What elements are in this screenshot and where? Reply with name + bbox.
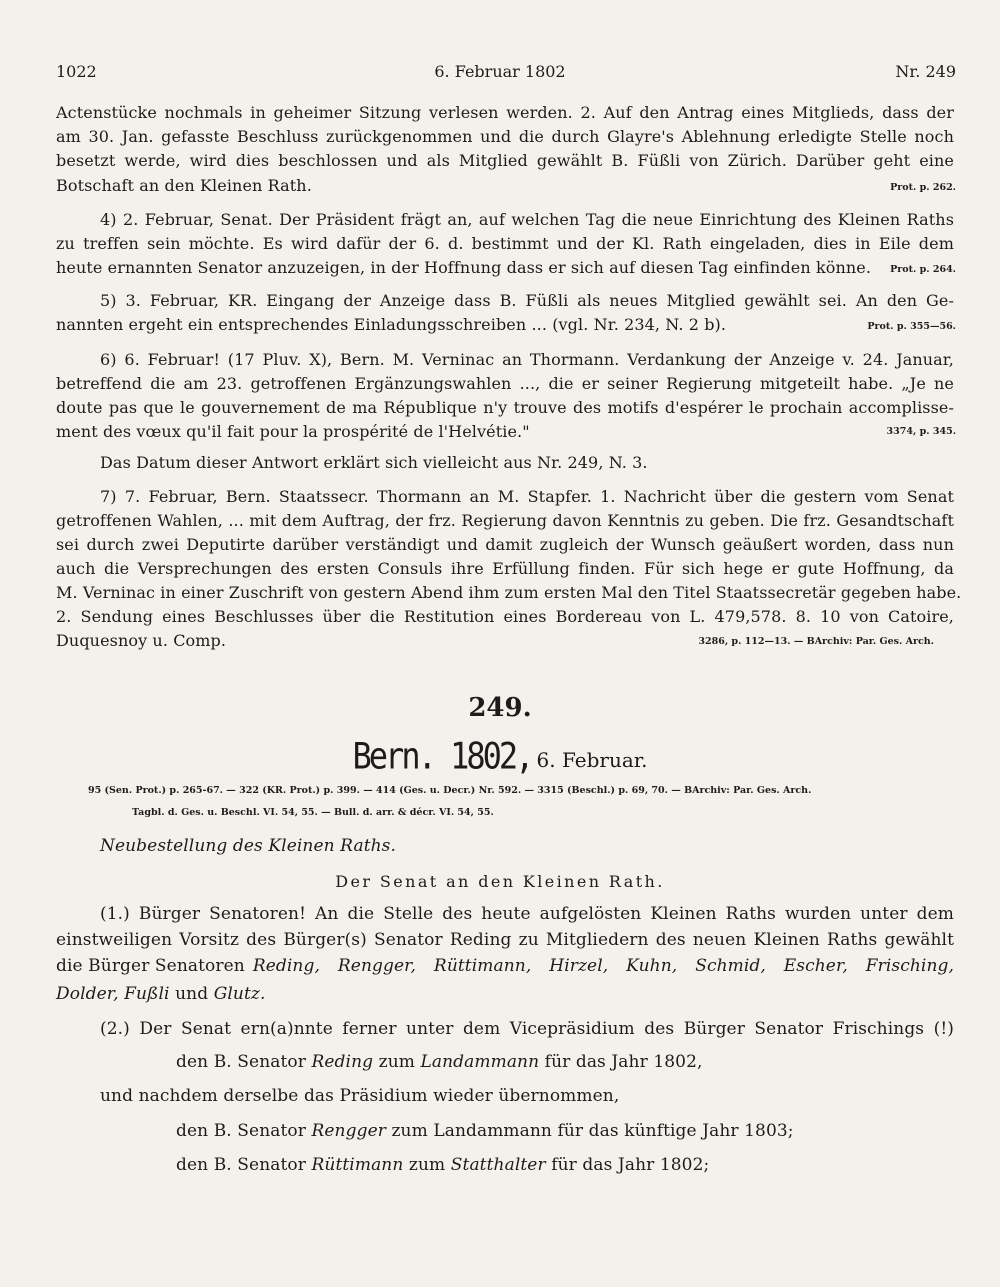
sources-line: Tagbl. d. Ges. u. Beschl. VI. 54, 55. — Bull. d. arr. & décr. VI. 54, 55.: [132, 807, 494, 818]
text-line: Das Datum dieser Antwort erklärt sich vielleicht aus Nr. 249, N. 3.: [100, 453, 648, 472]
text-line: ment des vœux qu'il fait pour la prospérité de l'Helvétie.": [56, 422, 530, 441]
document-title-date: 6. Februar.: [536, 748, 648, 772]
running-head-nr: Nr. 249: [895, 62, 956, 81]
text-line: (1.) Bürger Senatoren! An die Stelle des heute aufgelösten Kleinen Raths wurden unter dem: [100, 904, 954, 924]
text-line: doute pas que le gouvernement de ma République n'y trouve des motifs d'espérer le prochain accomplisse-: [56, 398, 954, 417]
text-line: heute ernannten Senator anzuzeigen, in der Hoffnung dass er sich auf diesen Tag einfinden könne.: [56, 258, 872, 277]
text-fragment: und: [175, 984, 209, 1004]
text-line: besetzt werde, wird dies beschlossen und als Mitglied gewählt B. Füßli von Zürich. Darüber geht eine: [56, 151, 954, 170]
text-line: 7) 7. Februar, Bern. Staatssecr. Thormann an M. Stapfer. 1. Nachricht über die gestern vom Senat: [100, 487, 954, 506]
person-name: Rengger: [311, 1121, 386, 1141]
text-line: einstweiligen Vorsitz des Bürger(s) Senator Reding zu Mitgliedern des neuen Kleinen Raths gewählt: [56, 930, 954, 950]
source-reference: Prot. p. 355—56.: [867, 321, 956, 332]
text-fragment: zum: [408, 1155, 446, 1175]
text-fragment: den B. Senator: [176, 1121, 306, 1141]
text-line: auch die Versprechungen des ersten Consuls ihre Erfüllung finden. Für sich hege er gute Hoffnung, da: [56, 559, 954, 578]
text-line: M. Verninac in einer Zuschrift von gestern Abend ihm zum ersten Mal den Titel Staatssecretär gegeben habe.: [56, 583, 962, 602]
source-reference: 3374, p. 345.: [886, 426, 956, 437]
text-line: betreffend die am 23. getroffenen Ergänzungswahlen ..., die er seiner Regierung mitgeteilt habe. „Je ne: [56, 374, 954, 393]
text-fragment: zum Landammann für das künftige Jahr 1803;: [391, 1121, 794, 1141]
text-line: [56, 955, 954, 977]
text-line: 2. Sendung eines Beschlusses über die Restitution eines Bordereau von L. 479,578. 8. 10 von Catoire,: [56, 607, 954, 626]
text-line: und nachdem derselbe das Präsidium wieder übernommen,: [100, 1086, 620, 1106]
text-line: zu treffen sein möchte. Es wird dafür der 6. d. bestimmt und der Kl. Rath eingeladen, dies in Eile dem: [56, 234, 954, 253]
office-title: Landammann: [420, 1052, 540, 1072]
text-line: (2.) Der Senat ern(a)nnte ferner unter dem Vicepräsidium des Bürger Senator Frischings (!): [100, 1019, 954, 1039]
text-fragment: für das Jahr 1802,: [544, 1052, 703, 1072]
document-number: 249.: [468, 693, 532, 723]
text-line: 6) 6. Februar! (17 Pluv. X), Bern. M. Verninac an Thormann. Verdankung der Anzeige v. 24. Januar,: [100, 350, 954, 369]
text-fragment: den B. Senator: [176, 1155, 306, 1175]
text-fragment: die Bürger Senatoren: [56, 956, 245, 976]
text-line: [176, 1154, 709, 1176]
source-reference: 3286, p. 112—13. — BArchiv: Par. Ges. Arch.: [698, 636, 934, 647]
document-title: [0, 736, 1000, 782]
senator-names: Glutz.: [213, 984, 266, 1004]
office-title: Statthalter: [450, 1155, 546, 1175]
text-line: Duquesnoy u. Comp.: [56, 631, 227, 650]
sources-line: 95 (Sen. Prot.) p. 265-67. — 322 (KR. Prot.) p. 399. — 414 (Ges. u. Decr.) Nr. 592. — 3315 (Beschl.) p. 69, 70. — BArchiv: Par. Ges. Arch.: [88, 785, 812, 796]
text-fragment: den B. Senator: [176, 1052, 306, 1072]
text-line: sei durch zwei Deputirte darüber verständigt und damit zugleich der Wunsch geäußert worden, dass nun: [56, 535, 954, 554]
document-subject: Neubestellung des Kleinen Raths.: [100, 836, 397, 856]
source-reference: Prot. p. 264.: [890, 264, 956, 275]
text-line: [176, 1120, 794, 1142]
text-fragment: für das Jahr 1802;: [551, 1155, 710, 1175]
text-line: 5) 3. Februar, KR. Eingang der Anzeige dass B. Füßli als neues Mitglied gewählt sei. An den Ge-: [100, 291, 954, 310]
text-line: Actenstücke nochmals in geheimer Sitzung verlesen werden. 2. Auf den Antrag eines Mitglieds, dass der: [56, 103, 954, 122]
text-line: [56, 983, 265, 1005]
text-line: [176, 1051, 703, 1073]
source-reference: Prot. p. 262.: [890, 182, 956, 193]
text-line: getroffenen Wahlen, ... mit dem Auftrag, der frz. Regierung davon Kenntnis zu geben. Die frz. Gesandtschaft: [56, 511, 954, 530]
page-number: 1022: [56, 62, 97, 81]
senator-names: Dolder, Fußli: [56, 984, 170, 1004]
senator-names: Reding, Rengger, Rüttimann, Hirzel, Kuhn, Schmid, Escher, Frisching,: [252, 956, 954, 976]
running-head-date: 6. Februar 1802: [434, 62, 566, 81]
text-line: am 30. Jan. gefasste Beschluss zurückgenommen und die durch Glayre's Ablehnung erledigte Stelle noch: [56, 127, 954, 146]
document-heading: Der Senat an den Kleinen Rath.: [335, 872, 665, 891]
person-name: Reding: [311, 1052, 374, 1072]
text-line: 4) 2. Februar, Senat. Der Präsident frägt an, auf welchen Tag die neue Einrichtung des Kleinen Raths: [100, 210, 954, 229]
text-line: Botschaft an den Kleinen Rath.: [56, 176, 312, 195]
text-fragment: zum: [378, 1052, 415, 1072]
document-title-place-year: Bern. 1802,: [352, 734, 532, 778]
text-line: nannten ergeht ein entsprechendes Einladungsschreiben ... (vgl. Nr. 234, N. 2 b).: [56, 315, 727, 334]
person-name: Rüttimann: [311, 1155, 404, 1175]
